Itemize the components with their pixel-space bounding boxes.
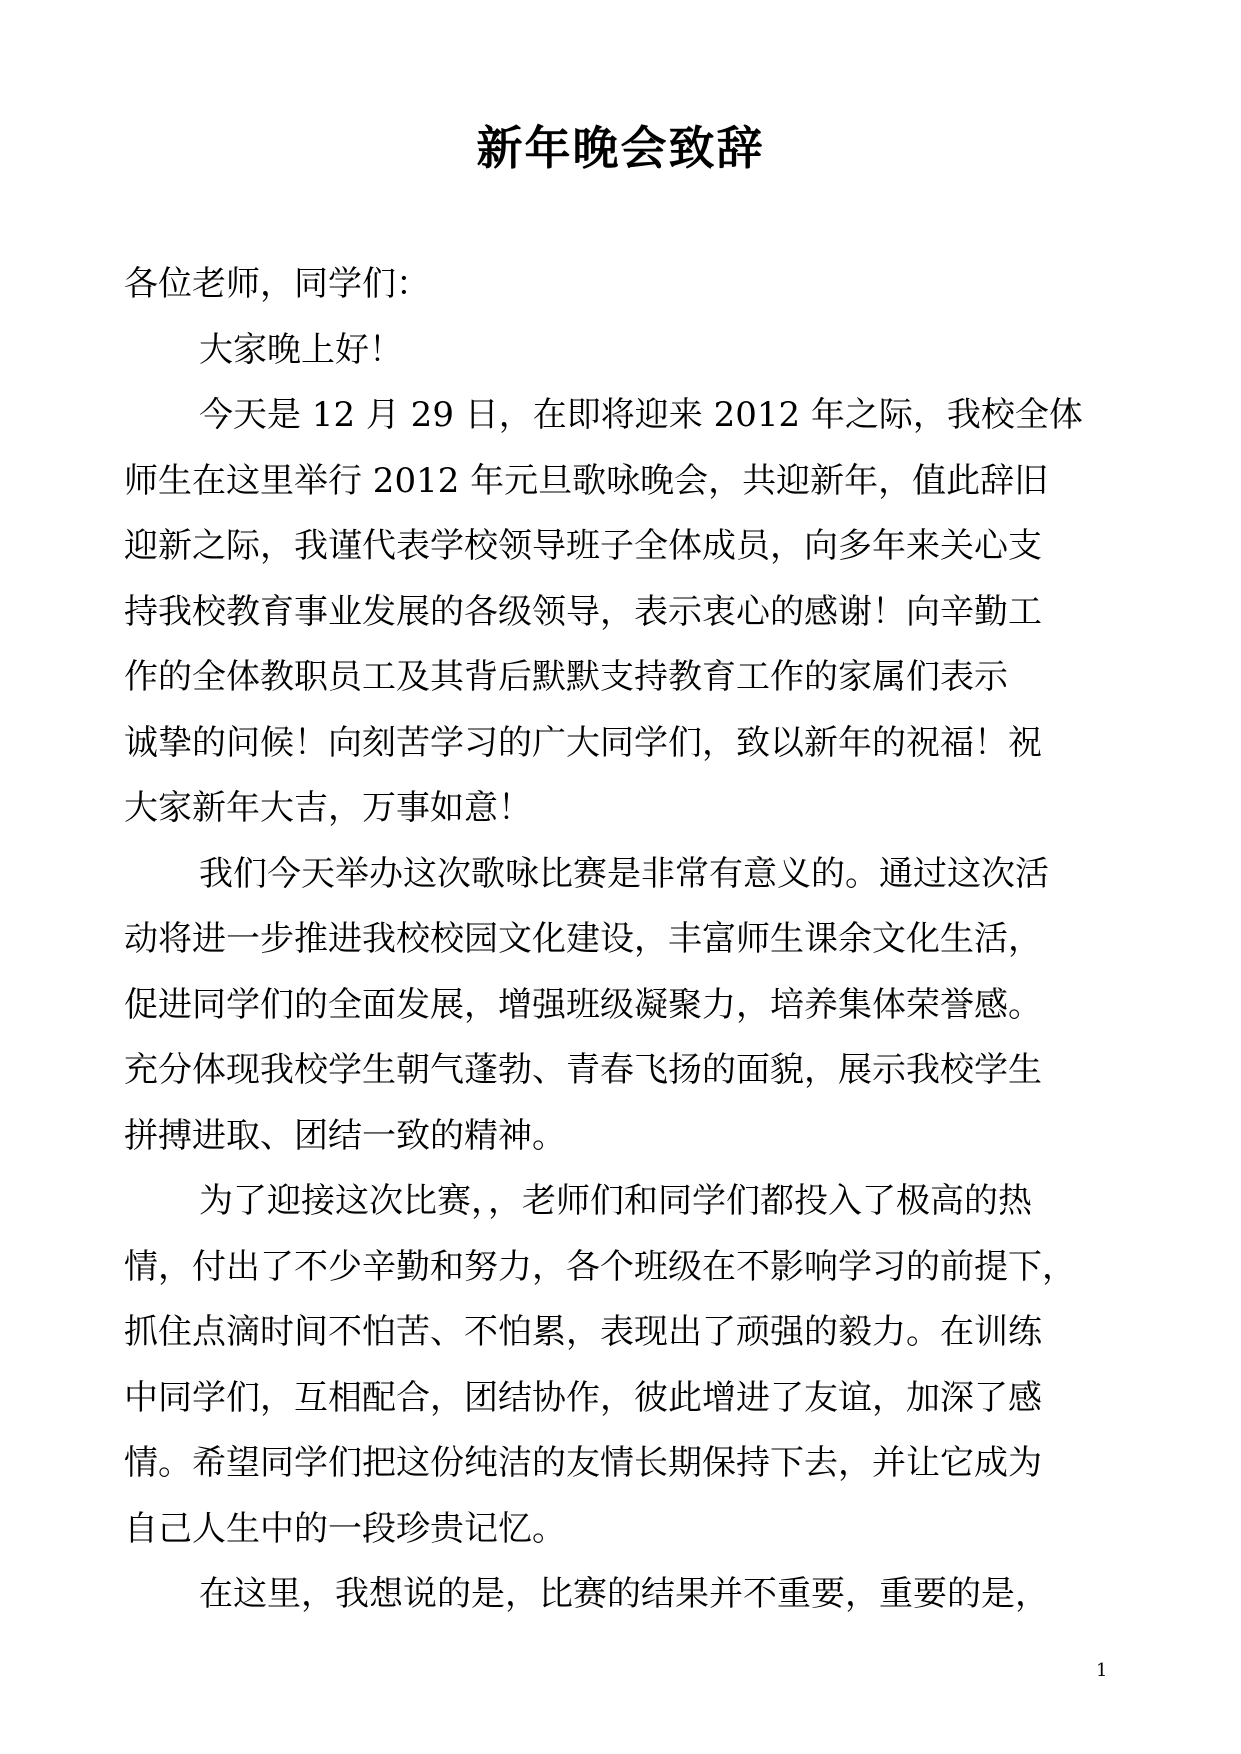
text-line: 拼搏进取、团结一致的精神。 — [124, 1115, 566, 1156]
text-line: 各位老师，同学们： — [124, 264, 430, 304]
text-line: 大家新年大吉，万事如意！ — [124, 788, 532, 828]
text-line: 诚挚的问候！向刻苦学习的广大同学们，致以新年的祝福！祝 — [124, 722, 1042, 763]
document-title: 新年晚会致辞 — [476, 121, 765, 175]
text-line: 持我校教育事业发展的各级领导，表示衷心的感谢！向辛勤工 — [124, 591, 1042, 632]
document-body — [124, 252, 1134, 1628]
text-line: 我们今天举办这次歌咏比赛是非常有意义的。通过这次活 — [199, 853, 1049, 894]
text-line: 充分体现我校学生朝气蓬勃、青春飞扬的面貌，展示我校学生 — [124, 1050, 1042, 1090]
text-line: 动将进一步推进我校校园文化建设，丰富师生课余文化生活， — [124, 919, 1042, 959]
text-line: 抓住点滴时间不怕苦、不怕累，表现出了顽强的毅力。在训练 — [124, 1312, 1042, 1352]
text-line: 作的全体教职员工及其背后默默支持教育工作的家属们表示 — [124, 657, 1008, 697]
text-line: 在这里，我想说的是，比赛的结果并不重要，重要的是， — [199, 1574, 1049, 1614]
text-line: 迎新之际，我谨代表学校领导班子全体成员，向多年来关心支 — [124, 526, 1042, 566]
text-line: 情，付出了不少辛勤和努力，各个班级在不影响学习的前提下， — [124, 1246, 1076, 1287]
text-line: 中同学们，互相配合，团结协作，彼此增进了友谊，加深了感 — [124, 1377, 1042, 1418]
text-line: 情。希望同学们把这份纯洁的友情长期保持下去，并让它成为 — [124, 1443, 1042, 1483]
text-line: 今天是 12 月 29 日，在即将迎来 2012 年之际，我校全体 — [199, 395, 1083, 435]
text-line: 大家晚上好！ — [199, 329, 403, 370]
text-line: 促进同学们的全面发展，增强班级凝聚力，培养集体荣誉感。 — [124, 984, 1042, 1025]
text-line: 为了迎接这次比赛，，老师们和同学们都投入了极高的热 — [199, 1181, 1032, 1221]
text-line: 师生在这里举行 2012 年元旦歌咏晚会，共迎新年，值此辞旧 — [124, 460, 1049, 501]
page-number: 1 — [1096, 1660, 1108, 1681]
text-line: 自己人生中的一段珍贵记忆。 — [124, 1508, 566, 1549]
